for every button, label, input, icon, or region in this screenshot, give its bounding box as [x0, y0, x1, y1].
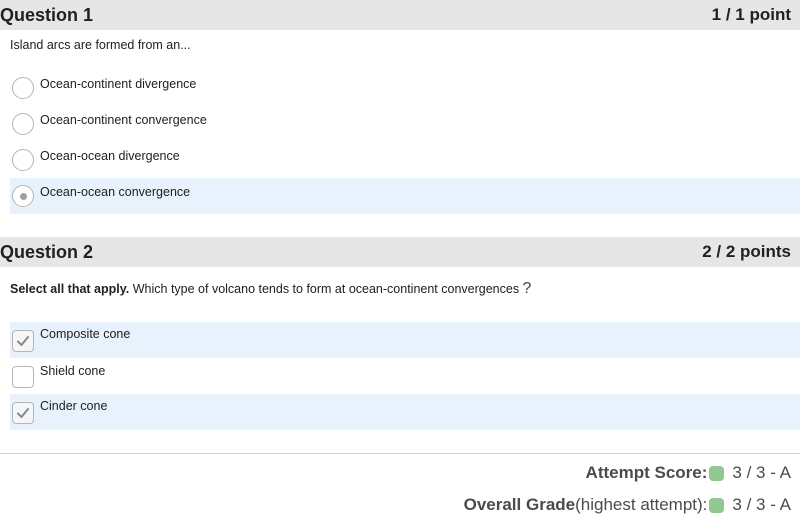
q1-option-ocean-ocean-convergence[interactable]	[10, 178, 800, 214]
checkbox-checked[interactable]	[12, 402, 34, 424]
question-1-text: Island arcs are formed from an...	[10, 38, 191, 52]
checkbox-checked[interactable]	[12, 330, 34, 352]
radio-button[interactable]	[12, 113, 34, 135]
overall-grade	[464, 495, 791, 515]
status-dot-icon	[709, 498, 724, 513]
radio-button[interactable]	[12, 149, 34, 171]
attempt-score-label: Attempt Score:	[585, 463, 708, 482]
option-label: Ocean-continent divergence	[40, 77, 197, 91]
divider	[0, 453, 800, 454]
attempt-score-value: 3 / 3 - A	[732, 463, 791, 482]
checkmark-icon	[16, 334, 30, 348]
question-2-title: Question 2	[0, 241, 94, 262]
question-1-header	[0, 0, 800, 30]
q2-option-cinder-cone[interactable]	[10, 394, 800, 430]
option-label: Composite cone	[40, 327, 131, 341]
q1-option-ocean-continent-convergence[interactable]	[10, 106, 800, 142]
overall-grade-label: Overall Grade	[463, 495, 576, 514]
question-2-header	[0, 237, 800, 267]
question-2-text	[10, 280, 531, 298]
question-2-points: 2 / 2 points	[702, 242, 791, 261]
q2-option-composite-cone[interactable]	[10, 322, 800, 358]
option-label: Ocean-ocean divergence	[40, 149, 180, 163]
option-label: Cinder cone	[40, 399, 108, 413]
option-label: Ocean-ocean convergence	[40, 185, 191, 199]
radio-button[interactable]	[12, 77, 34, 99]
question-2-instruction: Select all that apply.	[10, 282, 130, 296]
overall-grade-value: 3 / 3 - A	[732, 495, 791, 514]
option-label: Shield cone	[40, 364, 106, 378]
status-dot-icon	[709, 466, 724, 481]
checkbox[interactable]	[12, 366, 34, 388]
attempt-score	[586, 463, 791, 483]
question-mark: ?	[522, 280, 532, 297]
q2-option-shield-cone[interactable]	[10, 358, 800, 394]
q1-option-ocean-ocean-divergence[interactable]	[10, 142, 800, 178]
q1-option-ocean-continent-divergence[interactable]	[10, 70, 800, 106]
checkmark-icon	[16, 406, 30, 420]
question-1-points: 1 / 1 point	[711, 5, 791, 24]
question-1-title: Question 1	[0, 4, 94, 25]
radio-button-selected[interactable]	[12, 185, 34, 207]
option-label: Ocean-continent convergence	[40, 113, 207, 127]
question-2-prompt: Which type of volcano tends to form at ocean-continent convergences	[129, 282, 523, 296]
overall-grade-qualifier: (highest attempt):	[575, 495, 708, 514]
